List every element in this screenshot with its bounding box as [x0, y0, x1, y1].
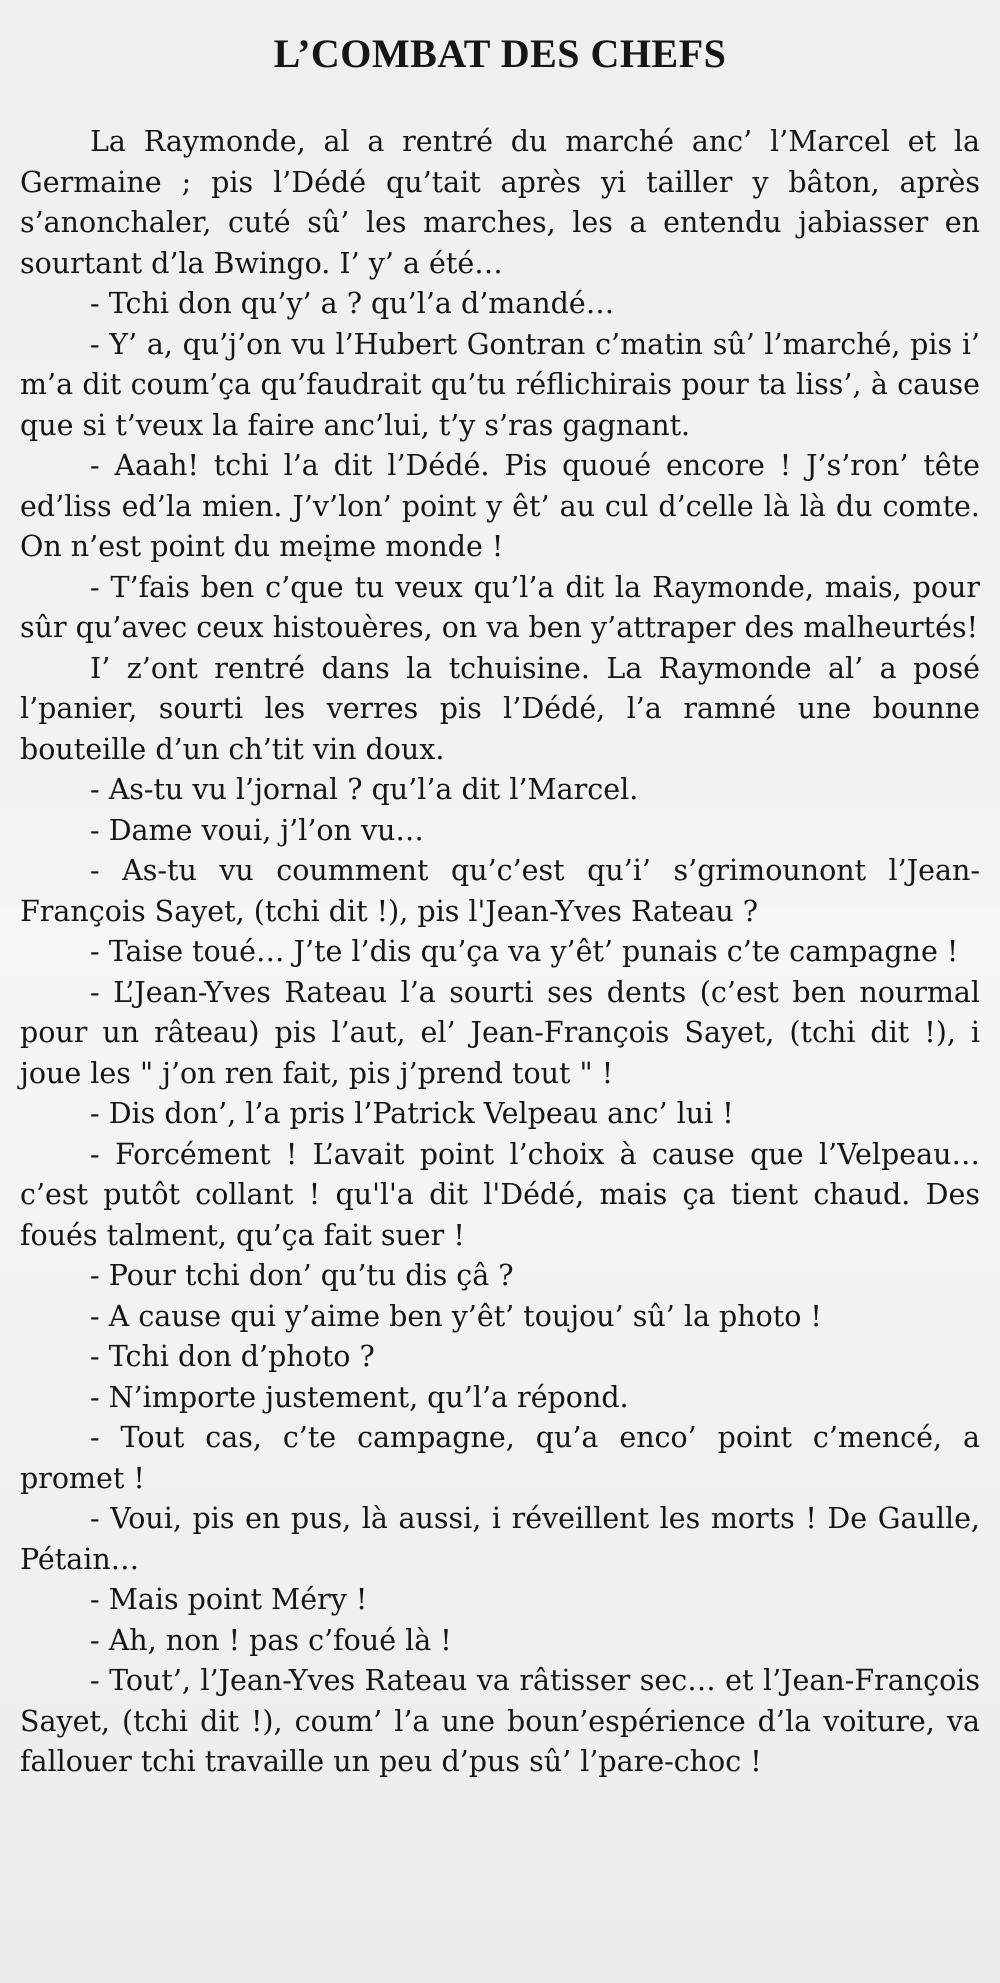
paragraph: - Tout’, l’Jean-Yves Rateau va râtisser sec… et l’Jean-François Sayet, (tchi dit !), coum’ l’a une boun’espérience d’la voiture, va fallouer tchi travaille un peu d’pus sû’ l’pare-choc !: [20, 1664, 980, 1778]
paragraph: - Dis don’, l’a pris l’Patrick Velpeau anc’ lui !: [90, 1097, 734, 1130]
paragraph: - Voui, pis en pus, là aussi, i réveillent les morts ! De Gaulle, Pétain…: [20, 1502, 980, 1576]
paragraph: - Mais point Méry !: [90, 1583, 368, 1616]
paragraph: - Ah, non ! pas c’foué là !: [90, 1623, 452, 1657]
paragraph: - As-tu vu l’jornal ? qu’l’a dit l’Marcel.: [90, 773, 639, 806]
paragraph: - Tchi don d’photo ?: [90, 1340, 375, 1373]
paragraph: - Tout cas, c’te campagne, qu’a enco’ point c’mencé, a promet !: [20, 1421, 980, 1495]
article-body: [20, 122, 980, 1783]
paragraph: - Forcément ! L’avait point l’choix à cause que l’Velpeau… c’est putôt collant ! qu'l'a dit l'Dédé, mais ça tient chaud. Des foués talment, qu’ça fait suer !: [20, 1137, 980, 1252]
paragraph: I’ z’ont rentré dans la tchuisine. La Raymonde al’ a posé l’panier, sourti les verres pis l’Dédé, l’a ramné une bounne bouteille d’un ch’tit vin doux.: [20, 651, 980, 766]
paragraph: - Pour tchi don’ qu’tu dis çâ ?: [90, 1259, 514, 1292]
paragraph: - T’fais ben c’que tu veux qu’l’a dit la Raymonde, mais, pour sûr qu’avec ceux histouères, on va ben y’attraper des malheurtés!: [20, 570, 980, 644]
paragraph: - Aaah! tchi l’a dit l’Dédé. Pis quoué encore ! J’s’ron’ tête ed’liss ed’la mien. J’v’lon’ point y êt’ au cul d’celle là là du comte. On n’est point du meįme monde !: [20, 449, 980, 563]
paragraph: La Raymonde, al a rentré du marché anc’ l’Marcel et la Germaine ; pis l’Dédé qu’tait après yi tailler y bâton, après s’anonchaler, cuté sû’ les marches, les a entendu jabiasser en sourtant d’la Bwingo. I’ y’ a été…: [20, 125, 980, 280]
paragraph: - A cause qui y’aime ben y’êt’ toujou’ sû’ la photo !: [90, 1299, 822, 1333]
paragraph: - N’importe justement, qu’l’a répond.: [90, 1380, 629, 1414]
paragraph: - Dame voui, j’l’on vu…: [90, 813, 424, 847]
paragraph: - Y’ a, qu’j’on vu l’Hubert Gontran c’matin sû’ l’marché, pis i’ m’a dit coum’ça qu’faudrait qu’tu réflichirais pour ta liss’, à cause que si t’veux la faire anc’lui, t’y s’ras gagnant.: [20, 327, 980, 442]
paragraph: - As-tu vu coumment qu’c’est qu’i’ s’grimounont l’Jean-François Sayet, (tchi dit !), pis l'Jean-Yves Rateau ?: [20, 854, 980, 928]
paragraph: - Tchi don qu’y’ a ? qu’l’a d’mandé…: [90, 287, 615, 320]
paragraph: - L’Jean-Yves Rateau l’a sourti ses dents (c’est ben nourmal pour un râteau) pis l’aut, el’ Jean-François Sayet, (tchi dit !), i joue les " j’on ren fait, pis j’prend tout " !: [20, 975, 980, 1090]
paragraph: - Taise toué… J’te l’dis qu’ça va y’êt’ punais c’te campagne !: [90, 935, 959, 968]
article-title: L’COMBAT DES CHEFS: [273, 31, 727, 76]
